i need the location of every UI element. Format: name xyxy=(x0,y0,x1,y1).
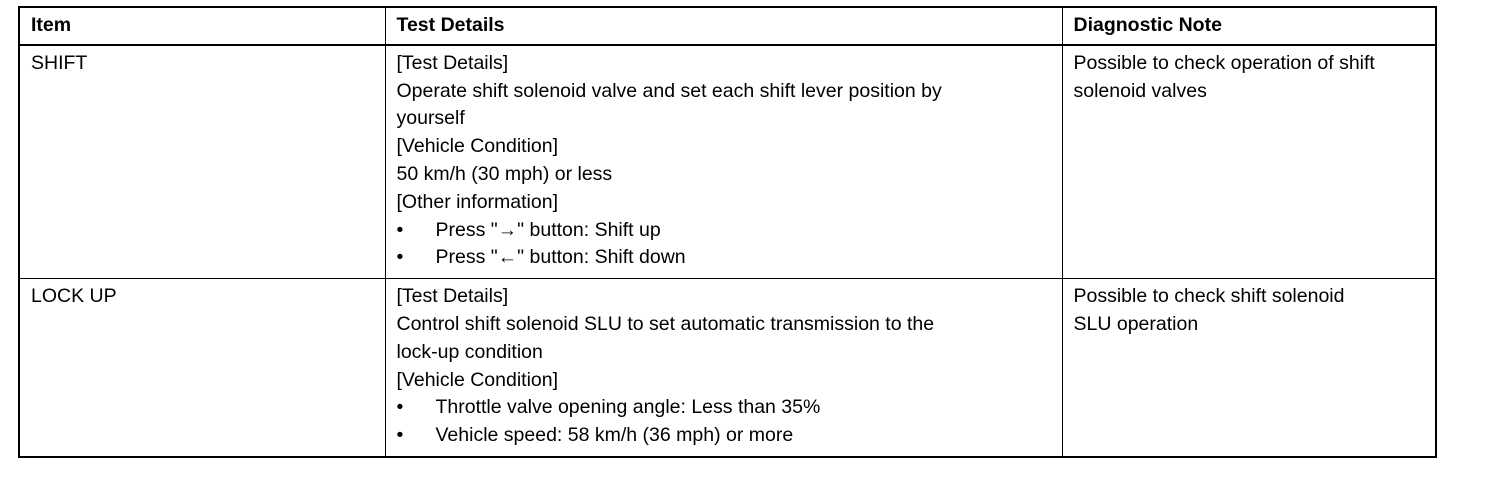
bullet-glyph: • xyxy=(396,218,404,241)
table-row xyxy=(19,45,1436,279)
diagnostic-table xyxy=(18,6,1437,458)
note-cell xyxy=(1062,279,1436,457)
bullet-text: Press "→" button: Shift up xyxy=(435,218,661,241)
bullet-glyph: • xyxy=(396,396,404,419)
detail-line: Control shift solenoid SLU to set automatic transmission to the xyxy=(396,312,935,335)
bullet-item xyxy=(397,394,1051,422)
note-line: Possible to check shift solenoid xyxy=(1073,285,1345,308)
note-cell xyxy=(1062,45,1436,279)
detail-line: yourself xyxy=(396,107,465,130)
item-name: LOCK UP xyxy=(31,285,117,308)
bullet-glyph: • xyxy=(396,424,404,447)
bullet-item xyxy=(397,422,1051,450)
note-line: Possible to check operation of shift xyxy=(1073,51,1375,74)
header-test-details: Test Details xyxy=(385,7,1062,45)
bullet-item xyxy=(397,217,1051,245)
header-item: Item xyxy=(19,7,385,45)
bullet-item xyxy=(397,244,1051,272)
detail-line: lock-up condition xyxy=(396,340,543,363)
bullet-text: Vehicle speed: 58 km/h (36 mph) or more xyxy=(435,424,794,447)
header-row xyxy=(19,7,1436,45)
detail-line: [Vehicle Condition] xyxy=(396,135,559,158)
note-line: solenoid valves xyxy=(1073,79,1207,102)
detail-line: [Test Details] xyxy=(396,51,509,74)
detail-line: [Vehicle Condition] xyxy=(396,368,559,391)
header-diagnostic-note: Diagnostic Note xyxy=(1062,7,1436,45)
detail-line: 50 km/h (30 mph) or less xyxy=(396,162,613,185)
detail-line: [Test Details] xyxy=(396,285,509,308)
bullet-text: Press "←" button: Shift down xyxy=(435,246,686,269)
detail-line: [Other information] xyxy=(396,190,558,213)
details-cell xyxy=(385,279,1062,457)
table-row xyxy=(19,279,1436,457)
bullet-text: Throttle valve opening angle: Less than 35% xyxy=(435,396,821,419)
note-line: SLU operation xyxy=(1073,312,1199,335)
item-cell xyxy=(19,45,385,279)
item-cell xyxy=(19,279,385,457)
details-cell xyxy=(385,45,1062,279)
bullet-glyph: • xyxy=(396,246,404,269)
item-name: SHIFT xyxy=(31,51,88,74)
detail-line: Operate shift solenoid valve and set each shift lever position by xyxy=(396,79,942,102)
